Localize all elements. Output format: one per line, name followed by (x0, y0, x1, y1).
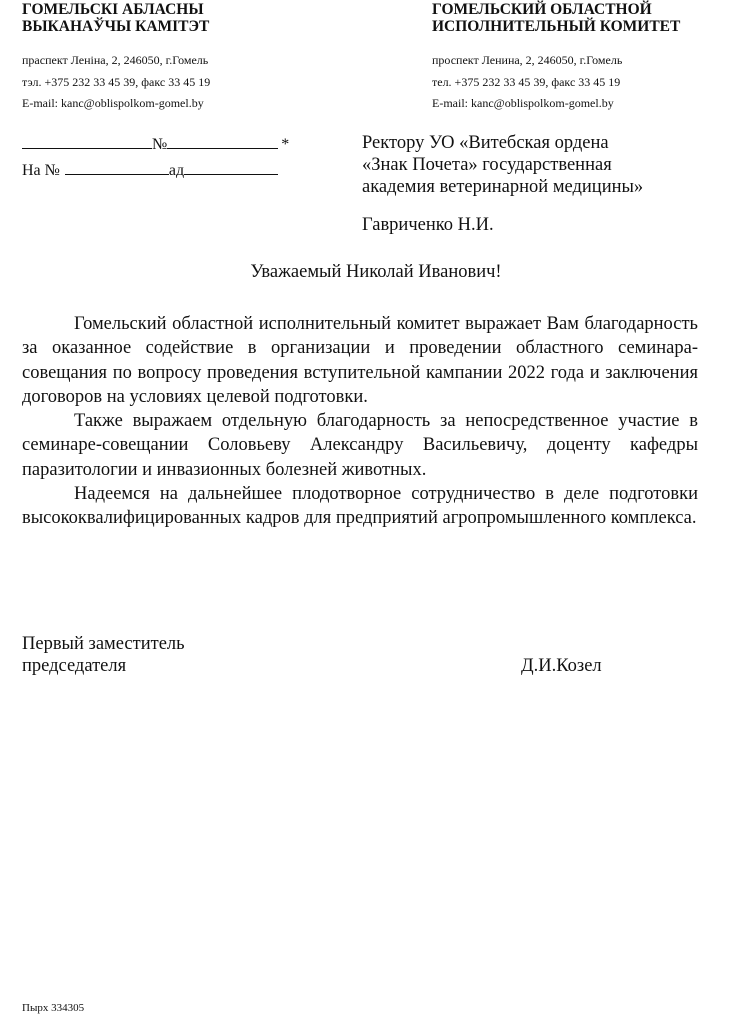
letterhead-left-title (22, 1, 342, 35)
print-code: Пырх 334305 (22, 1002, 85, 1014)
addressee-line: Ректору УО «Витебская ордена (362, 133, 609, 153)
incoming-date-blank-line (184, 157, 278, 175)
number-blank-line (167, 131, 278, 149)
from-label: ад (168, 162, 185, 179)
body-paragraph: Гомельский областной исполнительный комитет выражает Вам благодарность за оказанное содействие в организации и проведении областного семинара-совещания по вопросу проведения вступительной кампании 2022 года и заключения договоров на условиях целевой подготовки. (22, 314, 698, 407)
incoming-reference-row (22, 157, 289, 183)
date-blank-line (22, 131, 152, 149)
letterhead-left-phone: тэл. +375 232 33 45 39, факс 33 45 19 (22, 74, 211, 89)
signatory-name: Д.И.Козел (521, 656, 602, 676)
addressee-name: Гавриченко Н.И. (362, 215, 494, 235)
letter-body (22, 312, 698, 531)
number-sign: № (152, 136, 168, 153)
letterhead-right-title-line: ИСПОЛНИТЕЛЬНЫЙ КОМИТЕТ (432, 18, 681, 35)
letterhead-left-title-line: ГОМЕЛЬСКІ АБЛАСНЫ (22, 1, 204, 18)
on-number-label: На № (22, 162, 60, 179)
letterhead-right-title-line: ГОМЕЛЬСКИЙ ОБЛАСТНОЙ (432, 1, 652, 18)
reference-block (22, 131, 289, 183)
letterhead-left-email: E-mail: kanc@oblispolkom-gomel.by (22, 96, 204, 110)
signatory-position-line: председателя (22, 656, 127, 676)
letterhead-right (432, 1, 752, 115)
addressee-line: академия ветеринарной медицины» (362, 177, 644, 197)
letterhead-right-address: проспект Ленина, 2, 246050, г.Гомель (432, 53, 623, 67)
body-paragraph: Надеемся на дальнейшее плодотворное сотрудничество в деле подготовки высококвалифицированных кадров для предприятий агропромышленного комплекса. (22, 484, 698, 529)
asterisk-mark: * (281, 136, 290, 153)
letterhead-left-title-line: ВЫКАНАЎЧЫ КАМІТЭТ (22, 18, 210, 35)
incoming-number-blank-line (65, 157, 169, 175)
greeting: Уважаемый Николай Иванович! (250, 262, 502, 282)
letterhead-left (22, 1, 342, 115)
addressee (362, 132, 643, 198)
letterhead-left-address: праспект Леніна, 2, 246050, г.Гомель (22, 53, 209, 67)
letterhead-right-phone: тел. +375 232 33 45 39, факс 33 45 19 (432, 74, 621, 89)
signatory-position (22, 633, 185, 677)
letterhead-right-email: E-mail: kanc@oblispolkom-gomel.by (432, 96, 614, 110)
letterhead-right-title (432, 1, 752, 35)
outgoing-number-row (22, 131, 289, 157)
signatory-position-line: Первый заместитель (22, 634, 185, 654)
body-paragraph: Также выражаем отдельную благодарность за непосредственное участие в семинаре-совещании Соловьеву Александру Васильевичу, доценту кафедры паразитологии и инвазионных болезней животных. (22, 411, 698, 480)
addressee-line: «Знак Почета» государственная (362, 155, 612, 175)
